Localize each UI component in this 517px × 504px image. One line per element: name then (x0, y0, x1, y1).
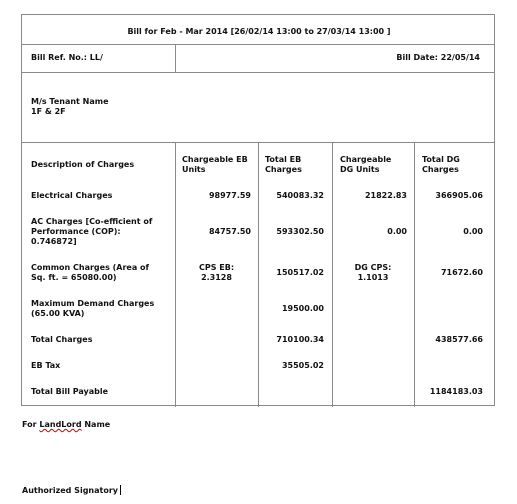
header-chargeable-eb-units: Chargeable EB Units (182, 155, 248, 174)
header-chargeable-dg-units: Chargeable DG Units (340, 155, 392, 174)
text-cursor (120, 485, 121, 495)
row-max-demand-eb-charges: 19500.00 (281, 304, 324, 313)
bill-ref-no: Bill Ref. No.: LL/ (31, 53, 103, 62)
spellcheck-word: LandLord (39, 420, 82, 429)
row-common-label: Common Charges (Area of Sq. ft. = 65080.00) (31, 263, 150, 282)
bill-date: Bill Date: 22/05/14 (396, 53, 480, 62)
divider (22, 72, 494, 73)
row-total-label: Total Charges (31, 335, 93, 344)
header-total-eb-charges: Total EB Charges (265, 155, 302, 174)
divider (175, 44, 176, 72)
header-total-dg-charges: Total DG Charges (422, 155, 460, 174)
row-max-demand-label: Maximum Demand Charges (65.00 KVA) (31, 299, 155, 318)
divider (22, 44, 494, 45)
for-landlord-line: For LandLord Name (22, 420, 111, 429)
tenant-name: M/s Tenant Name (31, 97, 109, 106)
tenant-floors: 1F & 2F (31, 107, 66, 116)
row-common-dg-charges: 71672.60 (440, 268, 483, 277)
row-electrical-eb-units: 98977.59 (208, 191, 251, 200)
row-total-dg-charges: 438577.66 (435, 335, 483, 344)
row-ac-dg-units: 0.00 (387, 227, 407, 236)
row-electrical-dg-charges: 366905.06 (435, 191, 483, 200)
row-ac-eb-charges: 593302.50 (276, 227, 324, 236)
bill-box (21, 14, 495, 406)
row-payable-amount: 1184183.03 (429, 387, 483, 396)
row-payable-label: Total Bill Payable (31, 387, 109, 396)
row-common-eb-charges: 150517.02 (276, 268, 324, 277)
row-eb-tax-label: EB Tax (31, 361, 61, 370)
bill-title: Bill for Feb - Mar 2014 [26/02/14 13:00 to 27/03/14 13:00 ] (127, 27, 391, 36)
row-total-eb-charges: 710100.34 (276, 335, 324, 344)
authorized-signatory[interactable]: Authorized Signatory (22, 485, 121, 496)
row-common-dg-units: DG CPS: 1.1013 (354, 263, 392, 282)
row-electrical-eb-charges: 540083.32 (276, 191, 324, 200)
row-electrical-dg-units: 21822.83 (364, 191, 407, 200)
row-common-eb-units: CPS EB: 2.3128 (198, 263, 235, 282)
row-eb-tax-amount: 35505.02 (281, 361, 324, 370)
row-electrical-label: Electrical Charges (31, 191, 113, 200)
row-ac-eb-units: 84757.50 (208, 227, 251, 236)
row-ac-dg-charges: 0.00 (463, 227, 483, 236)
header-description: Description of Charges (31, 160, 135, 169)
row-ac-label: AC Charges [Co-efficient of Performance (COP): 0.746872] (31, 217, 153, 246)
